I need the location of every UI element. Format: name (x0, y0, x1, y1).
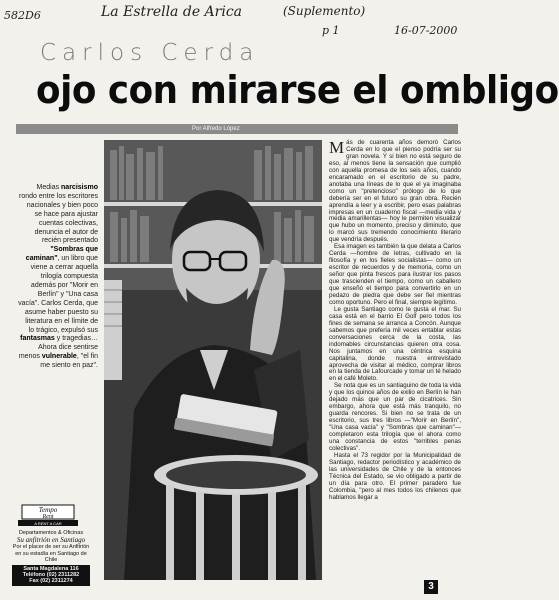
handwritten-publication: La Estrella de Arica (101, 4, 243, 20)
body-paragraph: Le gusta Santiago como le gusta el mar. Su casa está en el barrio El Golf pero todos los fines de semana se arranca a Concón. Aunque sabemos que prefería mil veces entablar estas conversaciones cerca de la costa, las indomables circunstancias quieren otra cosa. Nos juntamos en una céntrica esquina capitalina, donde nuestra entrevistado aprovecha de visitar al médico, comprar libros en la tienda de Lafourcade y tomar un té helado en el café Moleto. (329, 305, 461, 383)
page-number: 3 (424, 580, 438, 594)
body-paragraph: Hasta el 73 regidor por la Municipalidad de Santiago, redactor periodístico y académico de las universidades de Chile y de la entonces Técnica del Estado, se vio obligado a partir de un día para otro. El primer paradero fue Colombia, "pero al mes todos los chilenos que hablamos llegar a (329, 451, 461, 501)
handwritten-reference: 582D6 (4, 9, 41, 22)
author-photo-illustration (104, 140, 322, 580)
advertisement (12, 530, 90, 586)
drop-cap: M (329, 138, 345, 157)
logo-text-2: Rent (42, 514, 54, 520)
body-paragraph: Más de cuarenta años demoró Carlos Cerda en lo que el pienso podría ser su gran novela. Y si bien no está seguro de eso, al menos tiene la sensación que cumplió con aquella promesa de los seis años, cuando encaramado en el escritorio de su padre, anotaba una líneas de lo que el ya imaginaba como un "pretencioso" prólogo de lo que debería ser en el futuro su gran obra. Recién aprendía a leer y a escribir, pero esas palabras impresas en un cuaderno fiscal —media vida y media amarillentas— hoy le permiten visualizar que hubo un momento, preciso y diminuto, que lo marcó sus tremendo conocimiento literario que vendría después. (329, 138, 461, 244)
article-kicker: Carlos Cerda (40, 40, 260, 66)
article-headline: ojo con mirarse el ombligo (36, 68, 559, 112)
article-intro: Medias narcisismo rondo entre los escritores nacionales y bien poco se hace para ajustar cuentas colectivas, denuncia el autor de recién presentado "Sombras que caminan", un libro que viene a cerrar aquella trilogía compuesta además por "Morir en Berlín" y "Una casa vacía". Carlos Cerda, que asume haber puesto su literatura en el límite de lo trágico, expulsó sus fantasmas y tragedias… Ahora dice sentirse menos vulnerable, "el fin me siento en paz". (18, 184, 98, 370)
author-photo (104, 140, 322, 580)
ad-line-3: Por el placer de ser su Anfitrión en su estadía en Santiago de Chile (12, 544, 90, 564)
handwritten-date: 16-07-2000 (394, 24, 458, 37)
body-paragraph: Esa imagen es también la que delata a Carlos Cerda —hombre de letras, cultivado en la filosofía y en los fieles socialistas— como un escritor de recuerdos y de memoria, como un señor que pinta frescos para ilustrar los pasos que trascienden el tiempo, como un caballero que enseñó el tiempo para convertirlo en un pedazo de piedra que debe ser fiel mientras como oportuno. Pero el final, siempre legítimo. (329, 243, 461, 306)
tempo-rent-logo (18, 505, 78, 527)
ad-line-1: Departamentos & Oficinas (18, 530, 84, 536)
ad-address: Santa Magdalena 116 Teléfono (02) 2311282 Fax (02) 2311274 (12, 565, 90, 586)
handwritten-section: (Suplemento) (283, 4, 366, 18)
ad-line-2: Su anfitrión en Santiago (16, 536, 86, 545)
byline: Por Alfredo López (192, 126, 240, 132)
body-paragraph: Se nota que es un santiaguino de toda la vida y que los quince años de exilio en Berlín le han dejado más que un par de cicatrices. Sin embargo, ahora que está más tranquilo, no guarda rencores. Si bien no se trata de un escritorio, sus tres libros —"Morir en Berlín", "Una casa vacía" y "Sombras que caminan"— completaron esta trilogía que el ahora como una constancia de estos "terribles penas colectivas". (329, 382, 461, 452)
logo-text-1: Tempo (38, 506, 58, 514)
logo-mark (18, 505, 78, 527)
article-body (329, 140, 461, 502)
logo-tagline: A RENT A CAR (34, 521, 62, 526)
handwritten-page: p 1 (322, 24, 340, 37)
